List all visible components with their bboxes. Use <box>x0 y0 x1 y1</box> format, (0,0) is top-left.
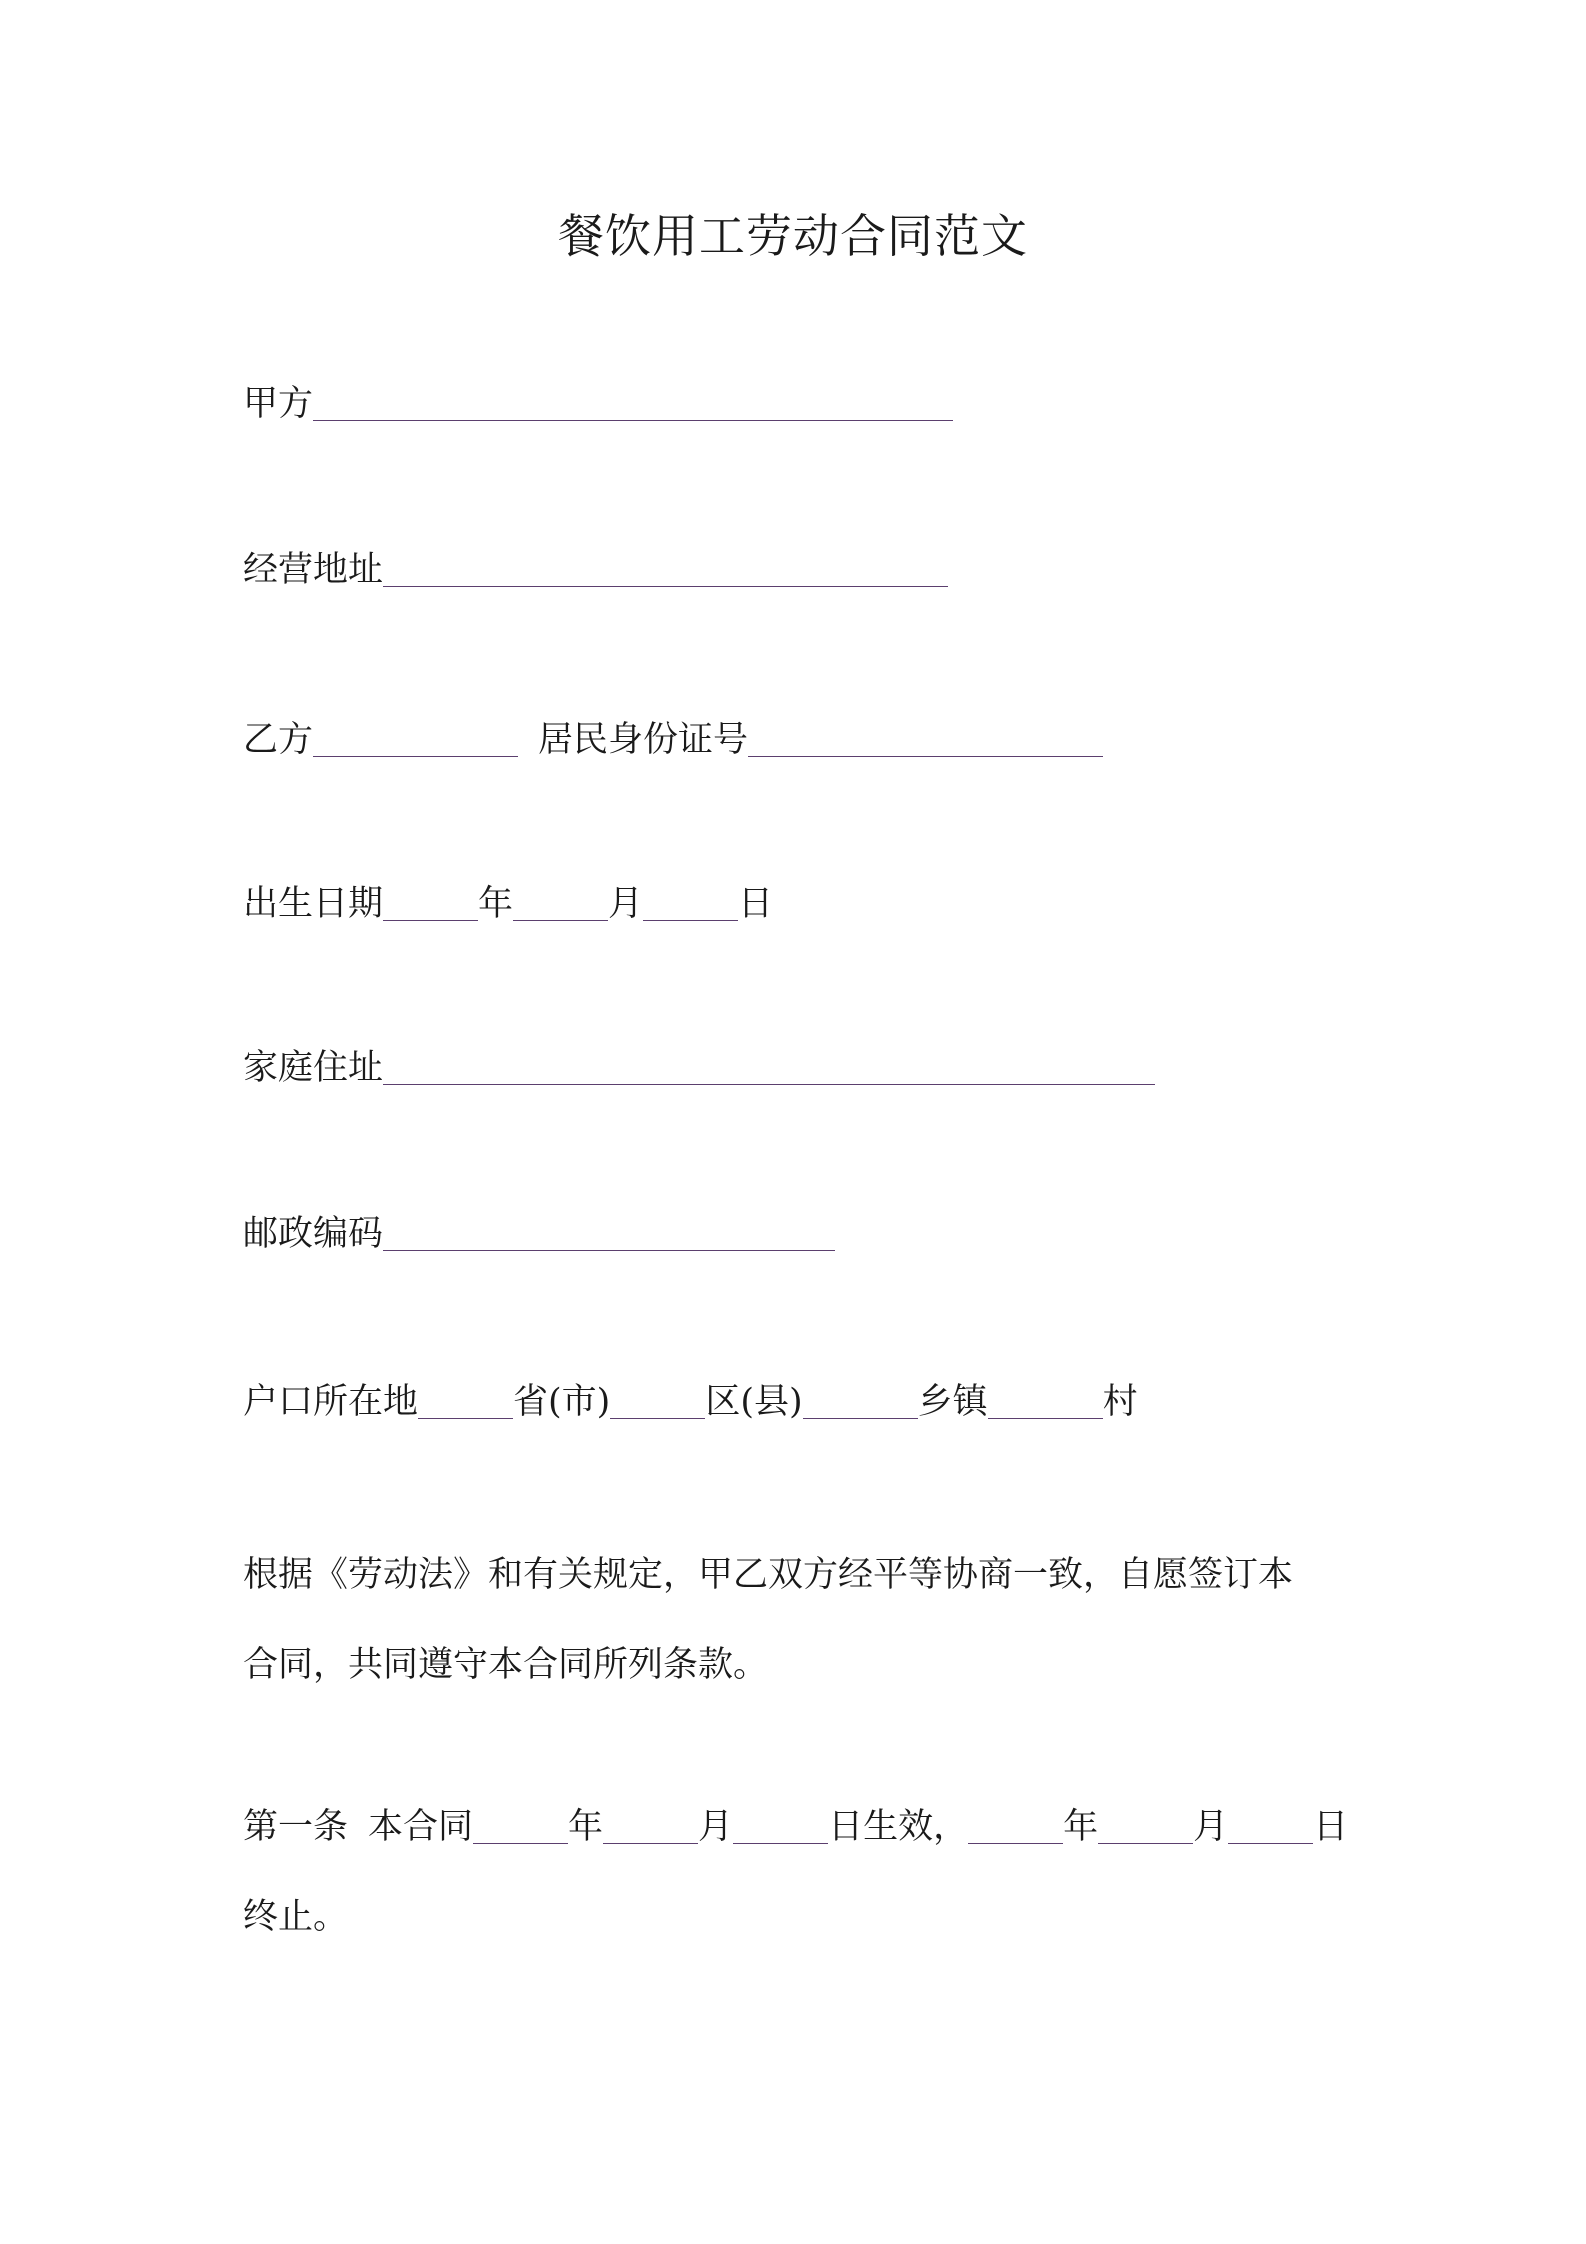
business-address-blank[interactable] <box>383 550 948 587</box>
birth-month-blank[interactable] <box>513 884 608 921</box>
province-label: 省(市) <box>513 1382 611 1422</box>
start-year-label: 年 <box>568 1807 604 1847</box>
party-b-row <box>243 716 1103 764</box>
end-day-blank[interactable] <box>1228 1807 1313 1844</box>
party-a-row <box>243 380 953 428</box>
birth-date-row <box>243 880 773 928</box>
postal-code-label: 邮政编码 <box>243 1214 384 1254</box>
end-year-label: 年 <box>1063 1807 1099 1847</box>
hukou-row <box>243 1378 1138 1426</box>
home-address-row <box>243 1044 1155 1092</box>
article-1-line-1 <box>243 1782 1363 1872</box>
end-day-label: 日 <box>1313 1807 1349 1847</box>
article-1-line-2: 终止。 <box>243 1897 349 1937</box>
district-label: 区(县) <box>705 1382 803 1422</box>
birth-day-blank[interactable] <box>643 884 738 921</box>
end-month-blank[interactable] <box>1098 1807 1193 1844</box>
party-a-blank[interactable] <box>313 384 953 421</box>
business-address-row <box>243 546 948 594</box>
party-b-blank[interactable] <box>313 720 518 757</box>
postal-code-blank[interactable] <box>383 1214 835 1251</box>
birth-year-blank[interactable] <box>383 884 478 921</box>
article-1-lead: 第一条 <box>243 1807 349 1847</box>
district-blank[interactable] <box>610 1382 705 1419</box>
article-1-paragraph <box>243 1782 1363 1962</box>
hukou-label: 户口所在地 <box>243 1382 419 1422</box>
end-year-blank[interactable] <box>968 1807 1063 1844</box>
party-a-label: 甲方 <box>243 384 314 424</box>
village-label: 村 <box>1102 1382 1138 1422</box>
preamble-line-1: 根据《劳动法》和有关规定，甲乙双方经平等协商一致，自愿签订本 <box>243 1555 1294 1595</box>
home-address-blank[interactable] <box>383 1048 1155 1085</box>
birth-date-label: 出生日期 <box>243 884 384 924</box>
article-1-text: 本合同 <box>368 1807 474 1847</box>
end-month-label: 月 <box>1193 1807 1229 1847</box>
start-month-label: 月 <box>698 1807 734 1847</box>
township-label: 乡镇 <box>917 1382 988 1422</box>
start-month-blank[interactable] <box>603 1807 698 1844</box>
id-number-label: 居民身份证号 <box>538 720 749 760</box>
township-blank[interactable] <box>803 1382 918 1419</box>
postal-code-row <box>243 1210 835 1258</box>
birth-day-label: 日 <box>738 884 774 924</box>
birth-month-label: 月 <box>608 884 644 924</box>
home-address-label: 家庭住址 <box>243 1048 384 1088</box>
village-blank[interactable] <box>988 1382 1103 1419</box>
preamble-paragraph <box>243 1530 1363 1710</box>
start-year-blank[interactable] <box>473 1807 568 1844</box>
province-blank[interactable] <box>418 1382 513 1419</box>
preamble-line-2: 合同，共同遵守本合同所列条款。 <box>243 1645 769 1685</box>
id-number-blank[interactable] <box>748 720 1103 757</box>
start-day-blank[interactable] <box>733 1807 828 1844</box>
birth-year-label: 年 <box>478 884 514 924</box>
business-address-label: 经营地址 <box>243 550 384 590</box>
party-b-label: 乙方 <box>243 720 314 760</box>
document-title: 餐饮用工劳动合同范文 <box>558 209 1028 263</box>
effective-label: 日生效， <box>828 1807 969 1847</box>
